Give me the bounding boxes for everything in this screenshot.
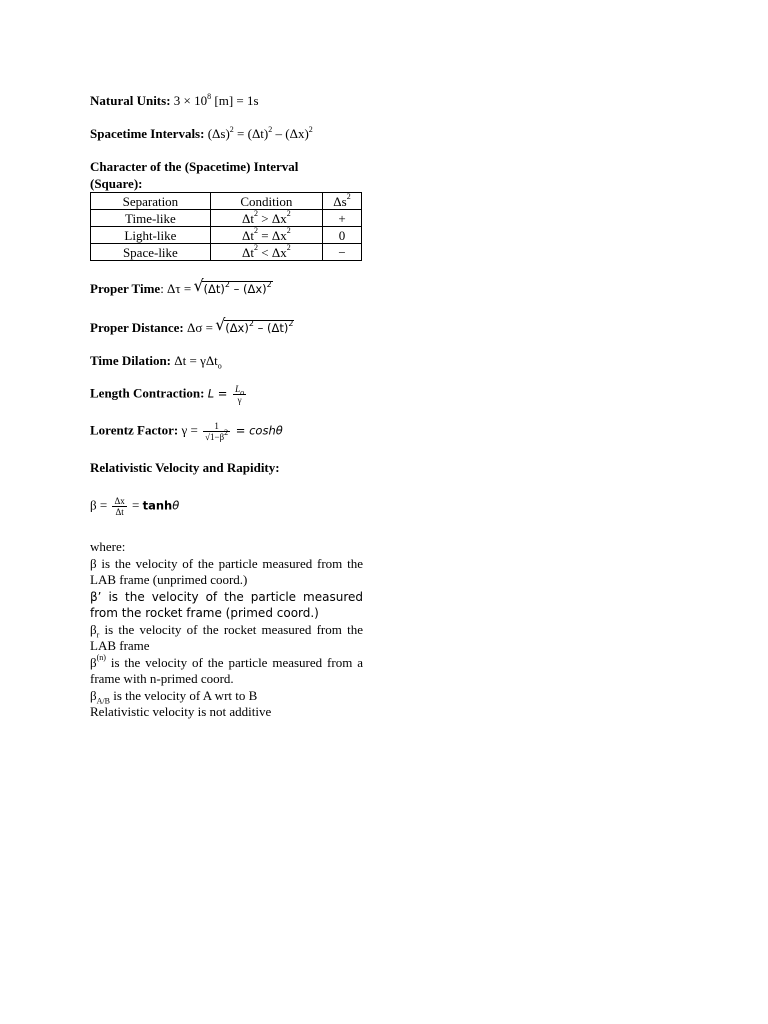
- proper-time-radical: √ $(\Delta t)^2 - (\Delta x)^2$: [193, 276, 272, 296]
- character-title: Character of the (Spacetime) Interval (Square):: [90, 159, 299, 191]
- length-contraction-label: Length Contraction:: [90, 384, 205, 400]
- time-dilation-line: [90, 353, 363, 370]
- lorentz-lhs: γ =: [178, 421, 202, 437]
- row-separation: Space-like: [91, 244, 211, 261]
- row-sign: −: [322, 244, 361, 261]
- rapidity-fraction: $\frac{\Delta x}{\Delta t}$: [114, 496, 125, 517]
- spacetime-intervals-line: [90, 126, 363, 143]
- proper-distance-label: Proper Distance:: [90, 319, 184, 335]
- row-condition: $\Delta t^2 = \Delta x^2$: [210, 227, 322, 244]
- document-page: [90, 93, 363, 721]
- proper-distance-lhs: Δσ =: [183, 319, 217, 335]
- time-dilation-sub: o: [217, 361, 222, 371]
- time-dilation-label: Time Dilation:: [90, 353, 172, 368]
- note-beta-n: $\beta^{(n)}$ is the velocity of the particle measured from a frame with n-primed coord.: [90, 653, 363, 686]
- length-contraction-lhs: L: [207, 385, 215, 400]
- proper-time-lhs: : Δτ =: [160, 281, 195, 296]
- row-separation: Light-like: [91, 227, 211, 244]
- row-sign: 0: [322, 227, 361, 244]
- proper-time-label: Proper Time: [90, 281, 161, 296]
- notes-where: where:: [90, 539, 126, 554]
- natural-units-label: Natural Units:: [90, 93, 171, 108]
- rapidity-eq: =: [128, 497, 143, 513]
- note-beta: β is the velocity of the particle measured from the LAB frame (unprimed coord.): [90, 555, 363, 587]
- proper-distance-radical: √ $(\Delta x)^2 - (\Delta t)^2$: [215, 314, 294, 335]
- time-dilation-expr: Δt = γΔt: [171, 353, 218, 368]
- row-separation: Time-like: [91, 210, 211, 227]
- proper-time-line: [90, 276, 363, 298]
- notes-block: [90, 539, 363, 721]
- table-row: [91, 227, 362, 244]
- interval-character-table: [90, 192, 362, 261]
- table-header-row: [91, 193, 362, 210]
- lorentz-fraction: $\frac{1}{√1-\beta^2}$: [205, 420, 229, 442]
- row-sign: +: [322, 210, 361, 227]
- rapidity-theta: θ: [172, 498, 180, 513]
- rapidity-tanh: tanh: [142, 498, 173, 513]
- note-beta-r: $\beta_r$ is the velocity of the rocket measured from the LAB frame: [90, 621, 363, 653]
- note-not-additive: Relativistic velocity is not additive: [90, 704, 272, 719]
- row-condition: $\Delta t^2 < \Delta x^2$: [210, 244, 322, 261]
- rapidity-formula: [90, 496, 363, 517]
- length-contraction-line: [90, 384, 363, 405]
- spacetime-intervals-label: Spacetime Intervals:: [90, 126, 205, 141]
- natural-units-line: [90, 93, 363, 110]
- table-row: [91, 210, 362, 227]
- lorentz-rhs: = coshθ: [232, 422, 283, 437]
- length-contraction-fraction: $\frac{L_o}{\gamma}$: [235, 383, 245, 405]
- lorentz-factor-label: Lorentz Factor:: [90, 421, 179, 437]
- header-separation: Separation: [91, 193, 211, 210]
- row-condition: $\Delta t^2 > \Delta x^2$: [210, 210, 322, 227]
- length-contraction-eq: =: [214, 385, 232, 400]
- table-row: [91, 244, 362, 261]
- note-beta-prime: β’ is the velocity of the particle measured from the rocket frame (primed coord.): [90, 589, 363, 620]
- header-condition: Condition: [210, 193, 322, 210]
- rapidity-lhs: β =: [90, 497, 111, 513]
- spacetime-intervals-expr: $(\Delta s)^2 = (\Delta t)^2 - (\Delta x)^2$: [204, 124, 313, 141]
- rapidity-title: Relativistic Velocity and Rapidity:: [90, 459, 280, 475]
- lorentz-factor-line: [90, 421, 363, 442]
- proper-distance-line: [90, 314, 363, 337]
- header-ds2: $\Delta s^2$: [322, 193, 361, 210]
- natural-units-expr: $3 \times 10^8$ [m] = 1s: [173, 91, 259, 108]
- note-beta-ab: $\beta_{A/B}$ is the velocity of A wrt to B: [90, 687, 258, 706]
